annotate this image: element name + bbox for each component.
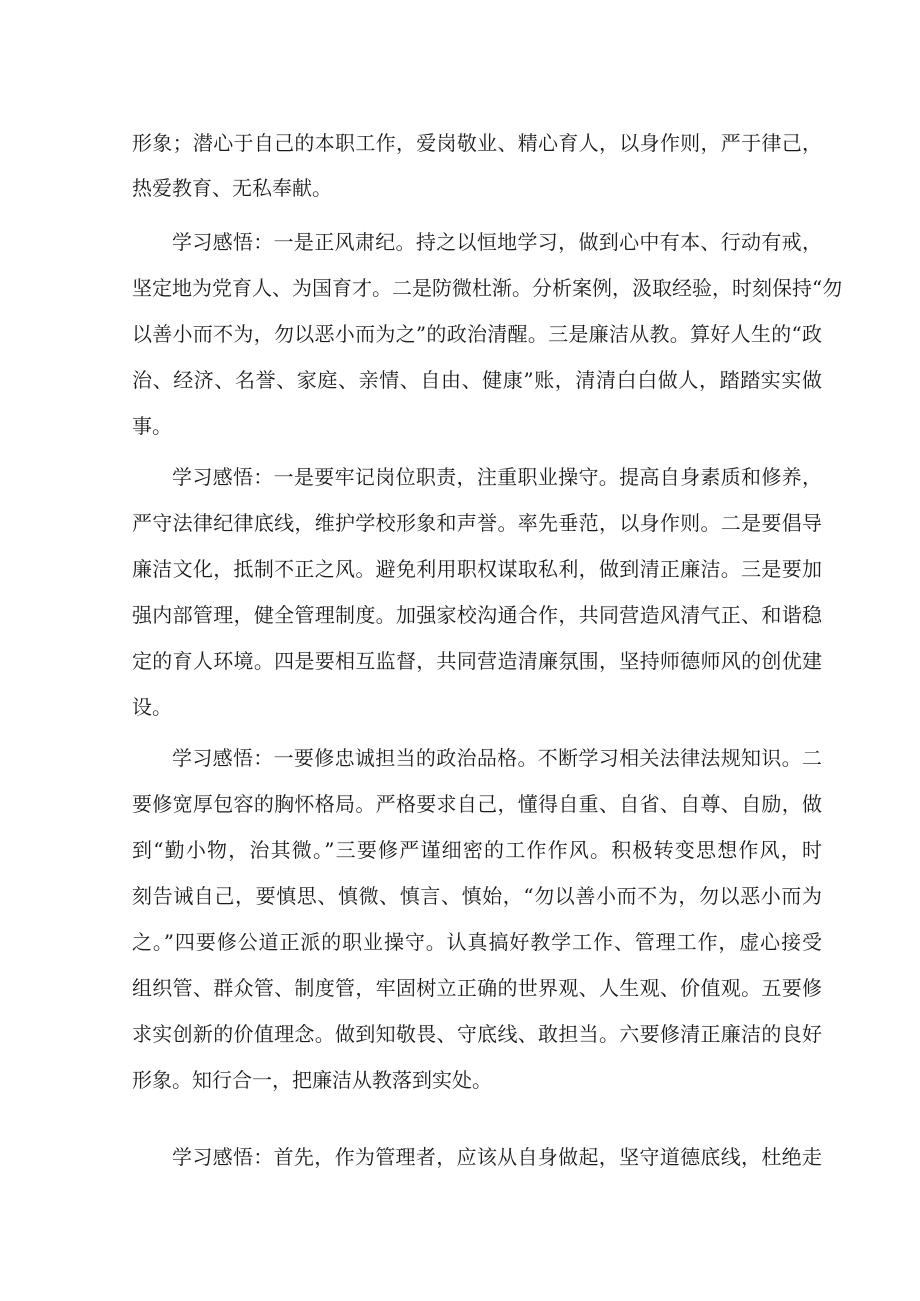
text-line: 治、经济、名誉、家庭、亲情、自由、健康”账，清清白白做人，踏踏实实做	[132, 368, 822, 392]
text-line: 之。”四要修公道正派的职业操守。认真搞好教学工作、管理工作，虚心接受	[132, 930, 822, 954]
text-line: 定的育人环境。四是要相互监督，共同营造清廉氛围，坚持师德师风的创优建	[132, 649, 822, 673]
text-line: 坚定地为党育人、为国育才。二是防微杜渐。分析案例，汲取经验，时刻保持“勿	[132, 276, 843, 300]
text-line: 要修宽厚包容的胸怀格局。严格要求自己，懂得自重、自省、自尊、自励，做	[132, 792, 822, 816]
text-line: 以善小而不为，勿以恶小而为之”的政治清醒。三是廉洁从教。算好人生的“政	[132, 322, 822, 346]
text-line: 廉洁文化，抵制不正之风。避免利用职权谋取私利，做到清正廉洁。三是要加	[132, 557, 822, 581]
text-line: 刻告诫自己，要慎思、慎微、慎言、慎始，“勿以善小而不为，勿以恶小而为	[132, 884, 822, 908]
text-line: 到“勤小物，治其微。”三要修严谨细密的工作作风。积极转变思想作风，时	[132, 838, 822, 862]
text-line: 学习感悟：一是正风肃纪。持之以恒地学习，做到心中有本、行动有戒，	[172, 230, 822, 254]
text-line: 事。	[132, 414, 172, 438]
text-line: 强内部管理，健全管理制度。加强家校沟通合作，共同营造风清气正、和谐稳	[132, 603, 822, 627]
text-line: 学习感悟：一要修忠诚担当的政治品格。不断学习相关法律法规知识。二	[172, 746, 822, 770]
text-line: 严守法律纪律底线，维护学校形象和声誉。率先垂范，以身作则。二是要倡导	[132, 511, 822, 535]
text-line: 求实创新的价值理念。做到知敬畏、守底线、敢担当。六要修清正廉洁的良好	[132, 1022, 822, 1046]
text-line: 形象；潜心于自己的本职工作，爱岗敬业、精心育人，以身作则，严于律己，	[132, 131, 822, 155]
text-line: 学习感悟：一是要牢记岗位职责，注重职业操守。提高自身素质和修养，	[172, 465, 822, 489]
text-line: 形象。知行合一，把廉洁从教落到实处。	[132, 1068, 492, 1092]
text-line: 热爱教育、无私奉献。	[132, 176, 332, 200]
text-line: 组织管、群众管、制度管，牢固树立正确的世界观、人生观、价值观。五要修	[132, 976, 822, 1000]
text-line: 学习感悟：首先，作为管理者，应该从自身做起，坚守道德底线，杜绝走	[172, 1145, 822, 1169]
text-line: 设。	[132, 695, 172, 719]
